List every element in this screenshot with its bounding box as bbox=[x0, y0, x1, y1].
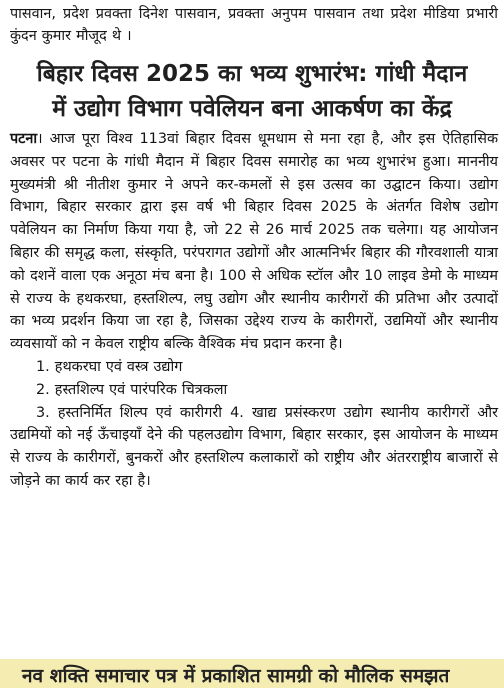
article-body bbox=[10, 128, 498, 493]
headline-line-1: बिहार दिवस 2025 का भव्य शुभारंभ: गांधी मैदान bbox=[36, 61, 468, 87]
article-headline bbox=[6, 57, 498, 127]
paragraph-1-text: । आज पूरा विश्व 113वां बिहार दिवस धूमधाम से मना रहा है, और इस ऐतिहासिक अवसर पर पटना के गांधी मैदान में बिहार दिवस समारोह का भव्य शुभारंभ हुआ। माननीय मुख्यमंत्री श्री नीतीश कुमार ने अपने कर-कमलों से इस उत्सव का उद्घाटन किया। उद्योग विभाग, बिहार सरकार द्वारा इस वर्ष भी बिहार दिवस 2025 के अंतर्गत विशेष उद्योग पवेलियन का निर्माण किया गया है, जो 22 से 26 मार्च 2025 तक चलेगा। यह आयोजन बिहार की समृद्ध कला, संस्कृति, परंपरागत उद्योगों और आत्मनिर्भर बिहार की गौरवशाली यात्रा को दशनें वाला एक अनूठा मंच बना है। 100 से अधिक स्टॉल और 10 लाइव डेमो के माध्यम से राज्य के हथकरघा, हस्तशिल्प, लघु उद्योग और स्थानीय कारीगरों की प्रतिभा और उत्पादों का भव्य प्रदर्शन किया जा रहा है, जिसका उद्देश्य राज्य के कारीगरों, उद्यमियों और स्थानीय व्यवसायों को न केवल राष्ट्रीय बल्कि वैश्विक मंच प्रदान करना है। bbox=[10, 131, 498, 353]
closing-banner-text: नव शक्ति समाचार पत्र में प्रकाशित सामग्री को मौलिक समझत bbox=[22, 665, 450, 687]
article-paragraph-2: 3. हस्तनिर्मित शिल्प एवं कारीगरी 4. खाद्य प्रसंस्करण उद्योग स्थानीय कारीगरों और उद्यमियों को नई ऊँचाइयाँ देने की पहलउद्योग विभाग, बिहार सरकार, इस आयोजन के माध्यम से राज्य के कारीगरों, बुनकरों और हस्तशिल्प कलाकारों को राष्ट्रीय और अंतरराष्ट्रीय बाजारों से जोड़ने का कार्य कर रहा है। bbox=[10, 404, 498, 489]
closing-banner bbox=[0, 659, 504, 688]
list-item-2: 2. हस्तशिल्प एवं पारंपरिक चित्रकला bbox=[36, 381, 228, 398]
dateline: पटना bbox=[10, 131, 38, 147]
article-paragraph-1 bbox=[10, 128, 498, 356]
previous-article-fragment: पासवान, प्रदेश प्रवक्ता दिनेश पासवान, प्रवक्ता अनुपम पासवान तथा प्रदेश मीडिया प्रभारी कुंदन कुमार मौजूद थे । bbox=[10, 6, 498, 44]
headline-line-2: में उद्योग विभाग पवेलियन बना आकर्षण का केंद्र bbox=[52, 96, 452, 122]
list-item-1: 1. हथकरघा एवं वस्त्र उद्योग bbox=[36, 358, 183, 375]
